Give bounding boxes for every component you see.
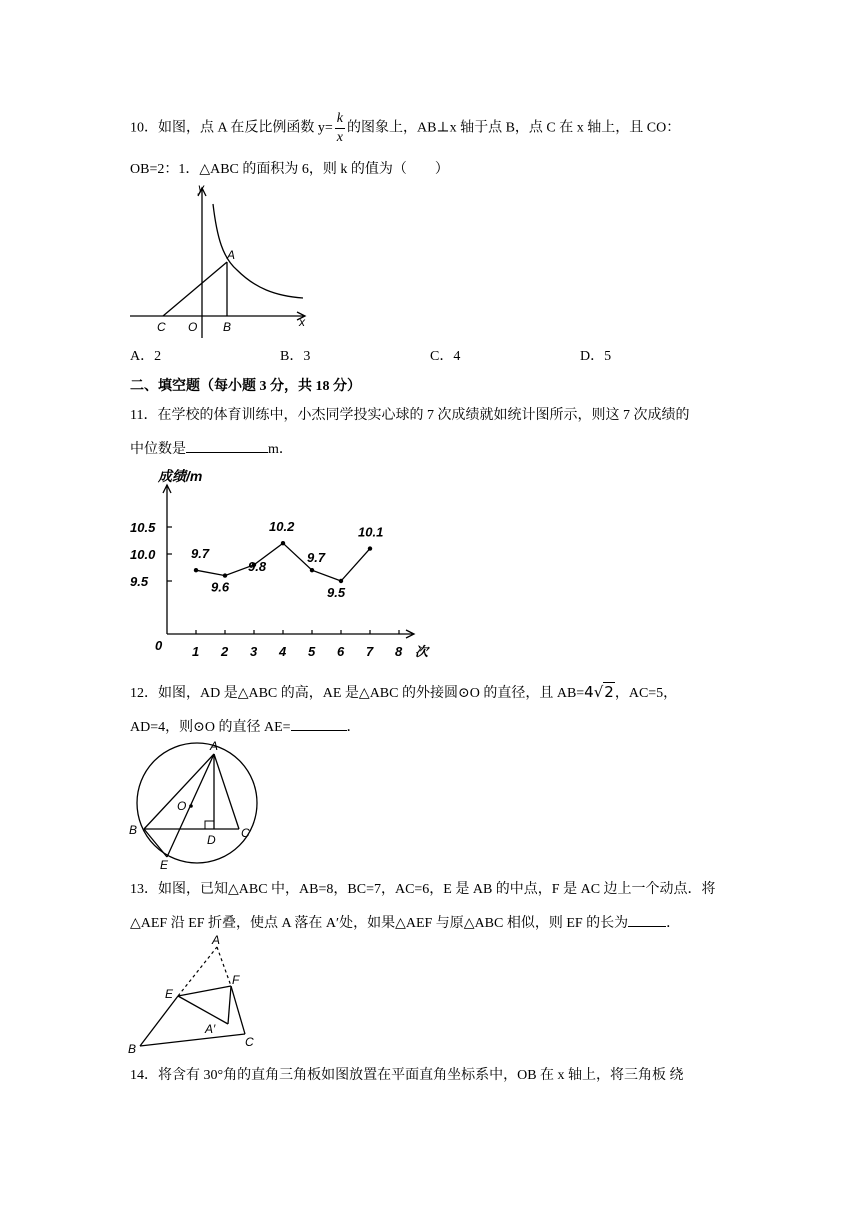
chart-y-tick-label: 10.5 [130,520,156,535]
chart-data-label: 10.2 [269,519,295,535]
q10-option-b: B．3 [280,349,311,364]
chart-x-tick-label: 2 [221,644,229,659]
chart-data-point [339,579,343,583]
segment-CA [163,262,227,316]
q12-ab-value: 4√2 [584,683,614,701]
segment-EA1 [178,996,228,1024]
q12-answer-blank [291,716,347,731]
q10-line2: OB=2：1．△ABC 的面积为 6，则 k 的值为（ ） [130,162,449,177]
q12-line2: AD=4，则⊙O 的直径 AE= ． [130,716,361,738]
label-O: O [177,799,187,813]
segment-FC [231,986,245,1034]
chart-y-tick-label: 10.0 [130,547,156,562]
center-point [189,804,193,808]
q12-figure [125,734,265,874]
segment-FA1 [228,986,231,1024]
chart-data-point [223,573,227,577]
chart-y-axis-title: 成绩/m [158,468,203,484]
chart-y-tick-label: 9.5 [130,574,149,589]
q10-figure [125,180,315,340]
label-y: y [198,181,204,195]
segment-BC [140,1034,245,1046]
chart-series-line [196,543,370,581]
section2-title: 二、填空题（每小题 3 分，共 18 分） [130,379,361,394]
q10-line1: 10．如图，点 A 在反比例函数 y= $\frac{k}{x}$ 的图象上，AB⊥x 轴于点 B，点 C 在 x 轴上，且 CO： [130,111,681,145]
label-O: O [188,320,198,334]
chart-origin-label: 0 [155,638,163,653]
segment-AB [144,754,214,829]
chart-data-label: 9.6 [211,579,230,595]
q11-answer-blank [186,438,268,453]
chart-data-label: 9.5 [327,585,346,600]
label-A-prime: A′ [205,1022,216,1036]
q11-line2: 中位数是 m． [130,438,293,460]
q13-line2: △AEF 沿 EF 折叠，使点 A 落在 A′处，如果△AEF 与原△ABC 相似，则 EF 的长为 ． [130,912,680,934]
q13-line1: 13．如图，已知△ABC 中，AB=8，BC=7，AC=6，E 是 AB 的中点，F 是 AC 边上一个动点．将 [130,882,716,897]
right-angle-mark [205,821,214,829]
q13-figure [125,932,265,1057]
chart-data-point [194,568,198,572]
label-C: C [241,826,250,840]
segment-BE [140,996,178,1046]
chart-x-tick-label: 6 [337,644,345,659]
label-A: A [212,933,221,947]
chart-x-tick-label: 5 [308,644,316,659]
label-F: F [232,973,240,987]
circumcircle [137,743,257,863]
chart-data-point [310,568,314,572]
q11-line-chart [130,460,430,660]
chart-data-label: 9.7 [191,546,210,562]
chart-data-point [368,546,372,550]
chart-x-tick-label: 4 [279,644,287,659]
chart-x-tick-label: 3 [250,644,258,659]
label-B: B [223,320,232,334]
label-E: E [165,987,174,1001]
segment-EA-dashed [178,947,217,996]
fraction-k-over-x: $\frac{k}{x}$ [336,111,343,145]
segment-AF-dashed [217,947,231,986]
chart-x-tick-label: 8 [395,644,403,659]
chart-x-axis-title: 次 [415,644,429,659]
segment-AC [214,754,239,829]
segment-BE [144,829,167,857]
chart-data-label: 9.7 [307,550,326,566]
chart-data-label: 9.8 [248,558,267,574]
q14-line1: 14．将含有 30°角的直角三角板如图放置在平面直角坐标系中，OB 在 x 轴上，将三角板 绕 [130,1068,684,1083]
label-A: A [227,248,236,262]
label-B: B [128,1042,137,1056]
label-D: D [207,833,216,847]
label-E: E [160,858,169,872]
q13-answer-blank [628,912,666,927]
q11-line1: 11．在学校的体育训练中，小杰同学投实心球的 7 次成绩就如统计图所示，则这 7 次成绩的 [130,408,690,423]
chart-x-tick-label: 7 [366,644,374,659]
chart-data-point [281,541,285,545]
q12-line1: 12．如图，AD 是△ABC 的高，AE 是△ABC 的外接圆⊙O 的直径，且 AB=4√2，AC=5， [130,683,678,701]
q10-option-c: C．4 [430,349,461,364]
q10-option-a: A．2 [130,349,162,364]
segment-EF [178,986,231,996]
label-C: C [157,320,166,334]
label-C: C [245,1035,254,1049]
label-x: x [299,315,305,329]
label-A: A [210,739,219,753]
chart-x-tick-label: 1 [192,644,200,659]
chart-data-label: 10.1 [358,524,384,540]
label-B: B [129,823,138,837]
q10-option-d: D．5 [580,349,612,364]
